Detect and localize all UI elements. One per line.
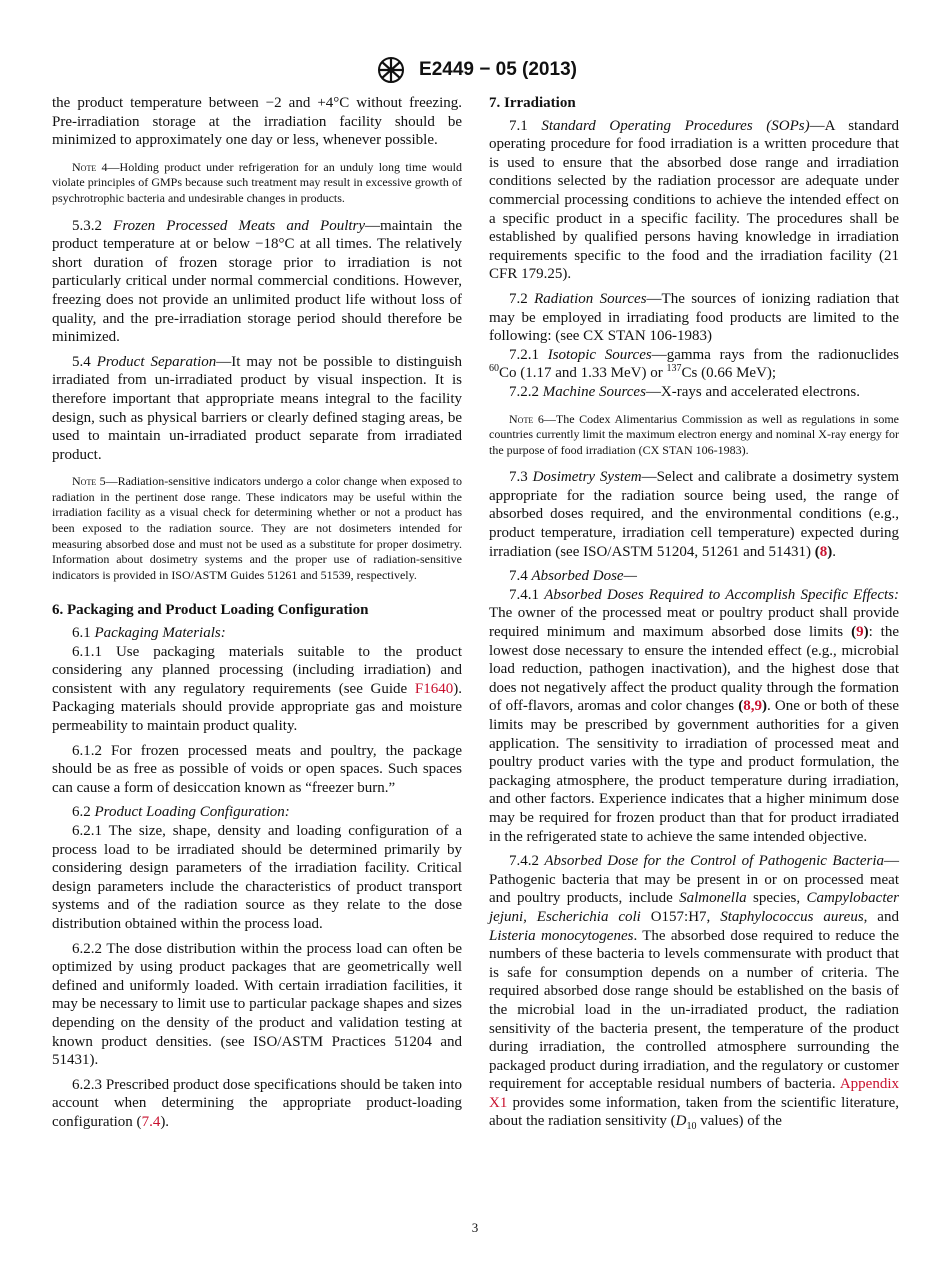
- paragraph: [52, 353, 462, 465]
- text-run: values) of the: [696, 1113, 782, 1130]
- text-run: Cs (0.66 MeV);: [681, 365, 777, 382]
- text-run: 6.2.2 The dose distribution within the process load can often be optimized by using product packages that are geometrically well defined and uniformly loaded. With certain irradiation facilities, it may be necessary to limit use to particular package shapes and sizes depending on the density of the product and validation testing at known product densities. (see ISO/ASTM Practices 51204 and 51431).: [52, 940, 462, 1069]
- document-designation: E2449 − 05 (2013): [419, 59, 577, 80]
- reference-link[interactable]: Appendix X1: [489, 1076, 899, 1111]
- paragraph: [52, 742, 462, 798]
- text-run: 60: [489, 363, 499, 375]
- text-run: Radiation Sources: [534, 290, 647, 307]
- text-run: 7. Irradiation: [489, 95, 576, 111]
- text-run: 7.4: [509, 568, 532, 585]
- text-run: Frozen Processed Meats and Poultry: [113, 217, 366, 234]
- text-run: ).: [160, 1113, 170, 1130]
- text-run: O157:H7,: [640, 908, 721, 925]
- text-run: . One or both of these limits may be prescribed by government authorities for a given application. The sensitivity to irradiation of processed meat and poultry product varies with the type and product formulation, the packaging atmosphere, the product temperature during irradiation, and other factors. Experience indicates that a higher minimum dose may be required for frozen product than that for product irradiated in the refrigerated state to achieve the same intended objective.: [489, 698, 900, 845]
- note-paragraph: [489, 412, 899, 459]
- text-run: ): [761, 698, 767, 715]
- text-run: Isotopic Sources: [547, 346, 652, 363]
- text-run: 6.1.1 Use packaging materials suitable to the product considering any planned processing (including irradiation) and consistent with any regulatory requirements (see Guide: [52, 643, 462, 697]
- text-run: 6. Packaging and Product Loading Configuration: [52, 602, 369, 619]
- paragraph: [52, 1076, 462, 1132]
- text-run: —X-rays and accelerated electrons.: [645, 383, 860, 400]
- paragraph: [52, 217, 462, 347]
- text-run: Note: [509, 411, 534, 426]
- text-run: : the lowest dose necessary to ensure the intended effect (e.g., microbial load reduction, pathogen inactivation), and the highest dose that does not negatively affect the product quality through the formation of off-flavors, aromas and color changes: [489, 624, 899, 715]
- text-run: Packaging Materials:: [94, 625, 226, 642]
- text-run: Salmonella: [679, 890, 747, 907]
- section-heading: [52, 601, 462, 620]
- page-number: 3: [471, 1220, 479, 1235]
- text-run: The owner of the processed meat or poultry product shall provide required minimum and maximum absorbed dose limits: [489, 605, 899, 641]
- text-run: 4—Holding product under refrigeration for an unduly long time would violate principles of GMPs because such treatment may result in excessive growth of psychrotrophic bacteria and undesirable changes in products.: [52, 159, 462, 205]
- text-run: ): [827, 543, 833, 560]
- paragraph: [52, 803, 462, 822]
- text-run: Product Loading Configuration:: [94, 804, 290, 821]
- text-run: —maintain the product temperature at or below −18°C at all times. The relatively short duration of frozen storage prior to irradiation is not particularly critical under normal commercial conditions. However, freezing does not provide an unlimited product life without loss of quality, and the pre-irradiation storage period should therefore be minimized.: [52, 217, 463, 346]
- text-run: 5.4: [72, 353, 97, 370]
- text-run: 10: [686, 1121, 697, 1133]
- note-paragraph: [52, 160, 462, 207]
- text-run: 6—The Codex Alimentarius Commission as well as regulations in some countries currently limit the maximum electron energy and nominal X-ray energy for the purpose of food irradiation (CX STAN 106-1983).: [489, 411, 899, 457]
- paragraph: [489, 468, 899, 561]
- paragraph: [52, 94, 462, 150]
- paragraph: [489, 852, 899, 1131]
- left-column: [52, 94, 462, 1137]
- paragraph: [489, 290, 899, 346]
- text-run: —gamma rays from the radionuclides: [651, 346, 899, 363]
- text-run: Staphylococcus aureus: [720, 908, 864, 925]
- text-run: Absorbed Dose for the Control of Pathogenic Bacteria: [544, 853, 885, 870]
- text-run: .: [832, 543, 837, 560]
- reference-link[interactable]: 8: [819, 543, 828, 560]
- text-run: 6.2.3 Prescribed product dose specifications should be taken into account when determining the appropriate product-loading configuration (: [52, 1076, 462, 1130]
- paragraph: [489, 383, 899, 402]
- text-run: (: [851, 624, 857, 641]
- text-run: 6.2.1 The size, shape, density and loading configuration of a process load to be irradiated should be determined primarily by considering design parameters of the irradiation facility. Critical design parameters include the characteristics of product transport systems and of the radiation source as they relate to the dose distribution obtained within the process load.: [52, 822, 462, 932]
- text-run: Machine Sources: [542, 383, 646, 400]
- note-paragraph: [52, 474, 462, 583]
- text-run: Absorbed Doses Required to Accomplish Specific Effects:: [544, 586, 899, 603]
- reference-link[interactable]: 8,9: [743, 698, 762, 715]
- text-run: 5—Radiation-sensitive indicators undergo a color change when exposed to radiation in the pertinent dose range. These indicators may be useful within the irradiation facility as a visual check for determining whether or not a product has been exposed to the radiation source. They are not dosimeters intended for measuring absorbed dose and must not be used as a substitute for proper dosimetry. Information about dosimetry systems and the proper use of radiation-sensitive indicators is provided in ISO/ASTM Guides 51261 and 51539, respectively.: [52, 474, 462, 582]
- text-run: species,: [746, 890, 807, 907]
- text-run: , and: [863, 908, 899, 925]
- text-run: 7.2: [509, 290, 535, 307]
- text-run: Standard Operating Procedures (SOPs): [541, 117, 810, 134]
- text-run: 6.1: [72, 625, 95, 642]
- text-run: 7.3: [509, 469, 533, 486]
- reference-link[interactable]: 9: [856, 624, 864, 641]
- text-run: 6.1.2 For frozen processed meats and poultry, the package should be as free as possible of voids or open spaces. Such spaces can cause a form of desiccation known as “freezer burn.”: [52, 742, 462, 796]
- text-run: 7.4.2: [509, 853, 545, 870]
- paragraph: [489, 567, 899, 586]
- text-run: 7.1: [509, 117, 542, 134]
- paragraph: [52, 643, 462, 736]
- text-run: Dosimetry System: [532, 469, 642, 486]
- text-run: 7.2.1: [509, 346, 548, 363]
- text-run: Co (1.17 and 1.33 MeV) or: [499, 365, 667, 382]
- astm-logo-icon: [373, 56, 409, 84]
- text-run: 6.2: [72, 804, 95, 821]
- text-run: (: [738, 698, 744, 715]
- text-run: 7.4.1: [509, 586, 545, 603]
- text-run: Listeria monocytogenes: [489, 927, 634, 944]
- paragraph: [52, 624, 462, 643]
- text-run: D: [675, 1113, 687, 1130]
- page-header: [0, 56, 950, 84]
- text-run: —Select and calibrate a dosimetry system appropriate for the radiation source being used, the range of absorbed doses required, and the environmental conditions (e.g., product temperature, irradiation cell temperature) expected during irradiation (see ISO/ASTM 51204, 51261 and 51431): [489, 469, 899, 560]
- text-run: Absorbed Dose—: [531, 568, 637, 585]
- text-run: Campylobacter jejuni, Escherichia coli: [489, 890, 899, 925]
- text-run: —The sources of ionizing radiation that may be employed in irradiating food products are limited to the following: (see CX STAN 106-1983): [489, 290, 899, 345]
- text-run: (: [814, 543, 820, 560]
- text-run: 137: [666, 363, 682, 375]
- section-heading: [489, 94, 899, 113]
- text-run: the product temperature between −2 and +4°C without freezing. Pre-irradiation storage at the irradiation facility should be minimized to approximately one day or less, whenever possible.: [52, 95, 462, 149]
- paragraph: [489, 586, 899, 846]
- paragraph: [52, 940, 462, 1070]
- text-run: —Pathogenic bacteria that may be present in or on processed meat and poultry products, include: [489, 853, 900, 907]
- text-run: Note: [72, 474, 97, 489]
- text-run: provides some information, taken from the scientific literature, about the radiation sensitivity (: [489, 1094, 899, 1130]
- reference-link[interactable]: 7.4: [141, 1113, 161, 1130]
- text-run: —A standard operating procedure for food irradiation is a written procedure that is used to ensure that the absorbed dose range and irradiation conditions selected by the radiation processor are adequate under commercial processing conditions to achieve the intended effect on a specific product in a specific facility. The procedures shall be established by qualified persons having knowledge in irradiation requirements specific to the food and the irradiation facility (21 CFR 179.25).: [489, 117, 900, 283]
- text-run: 5.3.2: [72, 217, 114, 234]
- text-run: —It may not be possible to distinguish irradiated from un-irradiated product by visual inspection. It is therefore important that appropriate means integral to the facility design, such as physical barriers or clearly defined staging areas, be used to maintain un-irradiated product separate from irradiated product.: [52, 353, 463, 463]
- right-column: [489, 94, 899, 1137]
- paragraph: [489, 117, 899, 284]
- text-run: ). Packaging materials should provide appropriate gas and moisture permeability to maintain product quality.: [52, 680, 462, 734]
- text-run: Product Separation: [96, 353, 217, 370]
- text-run: . The absorbed dose required to reduce the numbers of these bacteria to levels commensurate with product that is safe for consumption depends on a number of criteria. The required absorbed dose range should be established on the basis of the microbial load in the un-irradiated product, the radiation sensitivity of the bacteria present, the temperature of the product during irradiation, the controlled atmosphere surrounding the packaged product during irradiation, and the regulatory or customer requirement for acceptable residual numbers of bacteria.: [489, 927, 899, 1093]
- reference-link[interactable]: F1640: [414, 680, 454, 697]
- text-run: Note: [72, 159, 97, 174]
- text-run: ): [863, 624, 869, 641]
- paragraph: [489, 346, 899, 383]
- paragraph: [52, 822, 462, 934]
- text-run: 7.2.2: [509, 383, 543, 400]
